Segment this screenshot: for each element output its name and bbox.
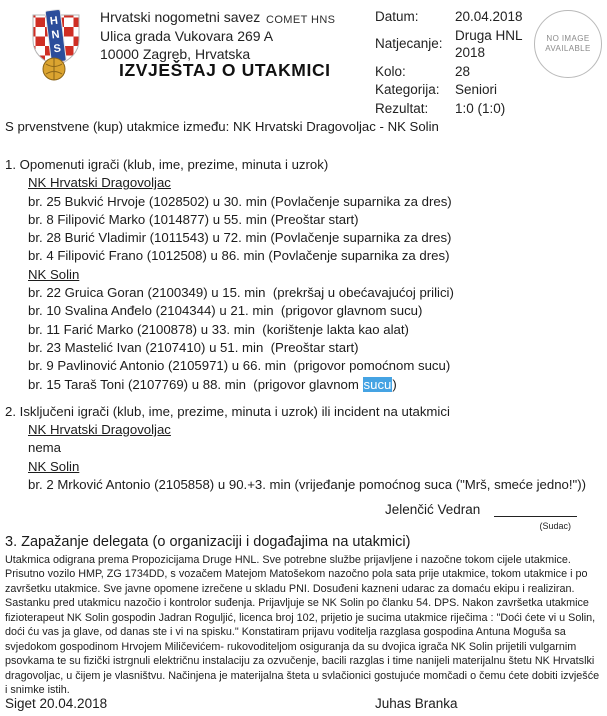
footer-place-date: Siget 20.04.2018	[5, 696, 108, 711]
player-line: br. 8 Filipović Marko (1014877) u 55. min (Preoštar start)	[28, 211, 359, 227]
field-label: Rezultat:	[375, 100, 429, 116]
field-value: 1:0 (1:0)	[455, 100, 506, 116]
club-name: NK Hrvatski Dragovoljac	[28, 175, 171, 191]
field-value: Druga HNL 2018	[455, 27, 523, 60]
field-label: Datum:	[375, 9, 419, 24]
referee-name: Jelenčić Vedran	[385, 502, 481, 517]
match-intro-line: S prvenstvene (kup) utakmice između: NK Hrvatski Dragovoljac - NK Solin	[5, 119, 439, 134]
player-line: br. 23 Mastelić Ivan (2107410) u 51. min (Preoštar start)	[28, 339, 359, 355]
field-value: 28	[455, 63, 471, 79]
selected-text: sucu	[363, 376, 392, 392]
referee-signature-block	[385, 501, 577, 531]
section3-heading: 3. Zapažanje delegata (o organizaciji i događajima na utakmici)	[5, 534, 411, 550]
svg-text:S: S	[52, 42, 62, 56]
hns-crest-icon	[26, 8, 86, 82]
field-row-date	[375, 8, 540, 26]
no-image-text-line2: AVAILABLE	[545, 44, 591, 53]
field-value: 20.04.2018	[455, 9, 523, 24]
org-name: Hrvatski nogometni savez	[100, 9, 261, 25]
svg-text:N: N	[50, 28, 61, 42]
report-sections	[5, 156, 586, 494]
field-label: Natjecanje:	[375, 36, 443, 52]
delegate-observations-paragraph: Utakmica odigrana prema Propozicijama Druge HNL. Sve potrebne službe prijavljene i nazočne tokom cijele utakmice. Prisutno vozilo HMP, ZG 1734DD, s vozačem Matejom Matošekom nazočno pola sata prije utakmice, tokom utakmice i po završetku utakmice. Sve javne opomene izrečene u skladu PNI. Dosuđeni kazneni udarac za domaću ekipu i realiziran. Sastanku pred utakmicu nazočio i kontrolor suđenja. Prijavljuje se NK Solin po članku 54. DPS. Nakon završetka utakmice fizioterapeut NK Solin gospodin Jadran Roguljić, licenca broj 102, prijetio je sucima utakmice riječima : "Doći ćete vi u Solin, doći ću vas ja glave, od danas ste i vi na spisku." Konstatiram prijavu voditelja razglasa gospodina Antuna Moguša sa svjedokom gospodinom Hrvojem Miličevićem- rukovoditeljom osiguranja da su dvojica igrača NK Solin prijetili vulgarnim psovkama te su fizički istrgnuli električnu instalaciju za ozvučenje, bacili razglas i time nanijeli materijalnu štetu NK Hrvatslki dragovoljac, u čijem je vlasništvu. Načinjena je materijalna šteta u svlačionici gostujuće momčadi o čemu ćete dobiti izvješće i snimke istih.	[5, 554, 600, 697]
player-line: br. 10 Svalina Anđelo (2104344) u 21. min (prigovor glavnom sucu)	[28, 303, 423, 319]
comet-hns-label: COMET HNS	[266, 14, 336, 26]
player-line-text: )	[392, 376, 397, 392]
address-line1: Ulica grada Vukovara 269 A	[100, 27, 274, 44]
field-row-round	[375, 63, 540, 81]
section1-club-list	[5, 174, 586, 394]
address-line2: 10000 Zagreb, Hrvatska	[100, 46, 251, 62]
player-line: br. 2 Mrković Antonio (2105858) u 90.+3. min (vrijeđanje pomoćnog suca ("Mrš, smeće jedno!"))	[28, 477, 587, 493]
field-row-competition	[375, 27, 540, 62]
match-meta-fields	[375, 8, 540, 118]
field-value: Seniori	[455, 82, 498, 97]
player-line: br. 28 Burić Vladimir (1011543) u 72. min (Povlačenje suparnika za dres)	[28, 230, 452, 246]
svg-text:H: H	[49, 14, 59, 28]
no-image-placeholder	[534, 10, 602, 78]
player-line-text: br. 15 Taraš Toni (2107769) u 88. min (prigovor glavnom	[28, 376, 363, 392]
player-line	[28, 376, 586, 394]
section2-club-list	[5, 421, 586, 494]
hns-crest-logo	[26, 8, 86, 87]
federation-address	[100, 8, 273, 64]
no-image-text-line1: NO IMAGE	[546, 34, 590, 43]
club-name: NK Hrvatski Dragovoljac	[28, 422, 171, 438]
field-label: Kolo:	[375, 63, 406, 79]
club-name: NK Solin	[28, 266, 80, 282]
player-line: br. 4 Filipović Frano (1012508) u 86. min (Povlačenje suparnika za dres)	[28, 248, 450, 264]
footer-delegate-name: Juhas Branka	[375, 696, 458, 711]
section1-heading: 1. Opomenuti igrači (klub, ime, prezime, minuta i uzrok)	[5, 157, 329, 172]
player-line: br. 25 Bukvić Hrvoje (1028502) u 30. min (Povlačenje suparnika za dres)	[28, 193, 452, 209]
field-row-result	[375, 100, 540, 118]
player-line: br. 22 Gruica Goran (2100349) u 15. min (prekršaj u obećavajućoj prilici)	[28, 285, 454, 301]
section2-heading: 2. Isključeni igrači (klub, ime, prezime, minuta i uzrok) ili incident na utakmici	[5, 403, 450, 419]
field-row-category	[375, 81, 540, 99]
player-line: br. 9 Pavlinović Antonio (2105971) u 66. min (prigovor pomoćnom sucu)	[28, 358, 451, 374]
signature-row	[385, 501, 577, 517]
field-label: Kategorija:	[375, 82, 440, 97]
report-title: IZVJEŠTAJ O UTAKMICI	[119, 60, 331, 80]
signature-line	[494, 501, 577, 517]
player-line: nema	[28, 440, 61, 456]
player-line: br. 11 Farić Marko (2100878) u 33. min (korištenje lakta kao alat)	[28, 321, 409, 337]
club-name: NK Solin	[28, 458, 80, 474]
signature-caption: (Sudac)	[539, 521, 571, 531]
